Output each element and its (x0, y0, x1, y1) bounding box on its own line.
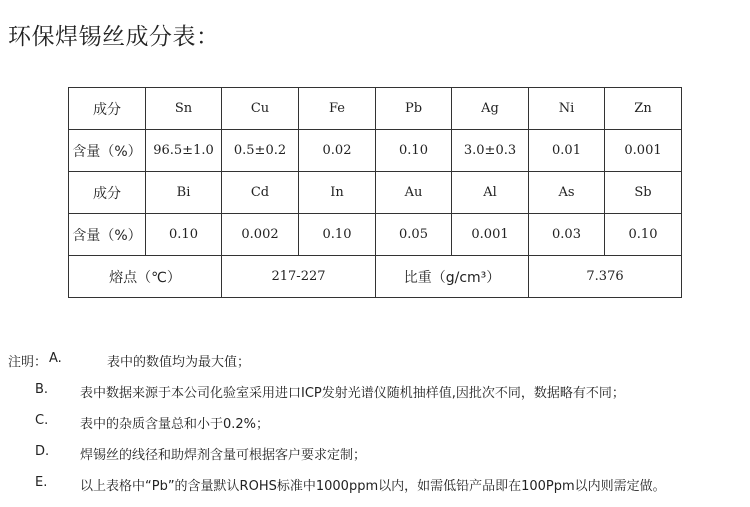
cell-component-label: 成分 (69, 88, 146, 130)
cell-value-cd: 0.002 (222, 214, 299, 256)
cell-content-label: 含量（%） (69, 130, 146, 172)
cell-element-fe: Fe (299, 88, 376, 130)
cell-value-ni: 0.01 (529, 130, 605, 172)
note-marker: C. (35, 413, 49, 428)
cell-element-sb: Sb (605, 172, 682, 214)
composition-table (68, 87, 682, 298)
note-text: 焊锡丝的线径和助焊剂含量可根据客户要求定制； (80, 448, 367, 463)
note-marker: D. (35, 444, 50, 459)
cell-component-label: 成分 (69, 172, 146, 214)
cell-density-value: 7.376 (529, 256, 682, 298)
cell-value-bi: 0.10 (146, 214, 222, 256)
cell-melting-point-label: 熔点（℃） (69, 256, 222, 298)
note-marker: B. (35, 382, 49, 397)
cell-element-ag: Ag (452, 88, 529, 130)
cell-content-label: 含量（%） (69, 214, 146, 256)
cell-element-zn: Zn (605, 88, 682, 130)
note-text: 以上表格中“Pb”的含量默认ROHS标准中1000ppm以内，如需低铅产品即在100Ppm以内则需定做。 (80, 479, 666, 494)
cell-element-as: As (529, 172, 605, 214)
cell-element-in: In (299, 172, 376, 214)
cell-element-ni: Ni (529, 88, 605, 130)
cell-element-cd: Cd (222, 172, 299, 214)
cell-value-in: 0.10 (299, 214, 376, 256)
table-row-content-2 (69, 214, 682, 256)
cell-element-al: Al (452, 172, 529, 214)
cell-value-fe: 0.02 (299, 130, 376, 172)
page-title: 环保焊锡丝成分表： (8, 24, 220, 50)
cell-value-as: 0.03 (529, 214, 605, 256)
cell-element-sn: Sn (146, 88, 222, 130)
cell-element-au: Au (376, 172, 452, 214)
cell-value-zn: 0.001 (605, 130, 682, 172)
cell-element-cu: Cu (222, 88, 299, 130)
table-row-properties (69, 256, 682, 298)
note-text: 表中的数值均为最大值； (107, 355, 251, 370)
cell-value-pb: 0.10 (376, 130, 452, 172)
table-row-content-1 (69, 130, 682, 172)
cell-value-sb: 0.10 (605, 214, 682, 256)
cell-density-label: 比重（g/cm³） (376, 256, 529, 298)
cell-value-al: 0.001 (452, 214, 529, 256)
cell-value-ag: 3.0±0.3 (452, 130, 529, 172)
note-marker: A. (49, 351, 62, 366)
note-marker: E. (35, 475, 48, 490)
cell-value-cu: 0.5±0.2 (222, 130, 299, 172)
table-row-elements-1 (69, 88, 682, 130)
notes-prefix: 注明： (8, 355, 48, 370)
cell-value-au: 0.05 (376, 214, 452, 256)
cell-element-pb: Pb (376, 88, 452, 130)
table-row-elements-2 (69, 172, 682, 214)
note-text: 表中数据来源于本公司化验室采用进口ICP发射光谱仪随机抽样值,因批次不同，数据略有不同； (80, 386, 625, 401)
note-text: 表中的杂质含量总和小于0.2%； (80, 417, 270, 432)
cell-value-sn: 96.5±1.0 (146, 130, 222, 172)
cell-element-bi: Bi (146, 172, 222, 214)
cell-melting-point-value: 217-227 (222, 256, 376, 298)
